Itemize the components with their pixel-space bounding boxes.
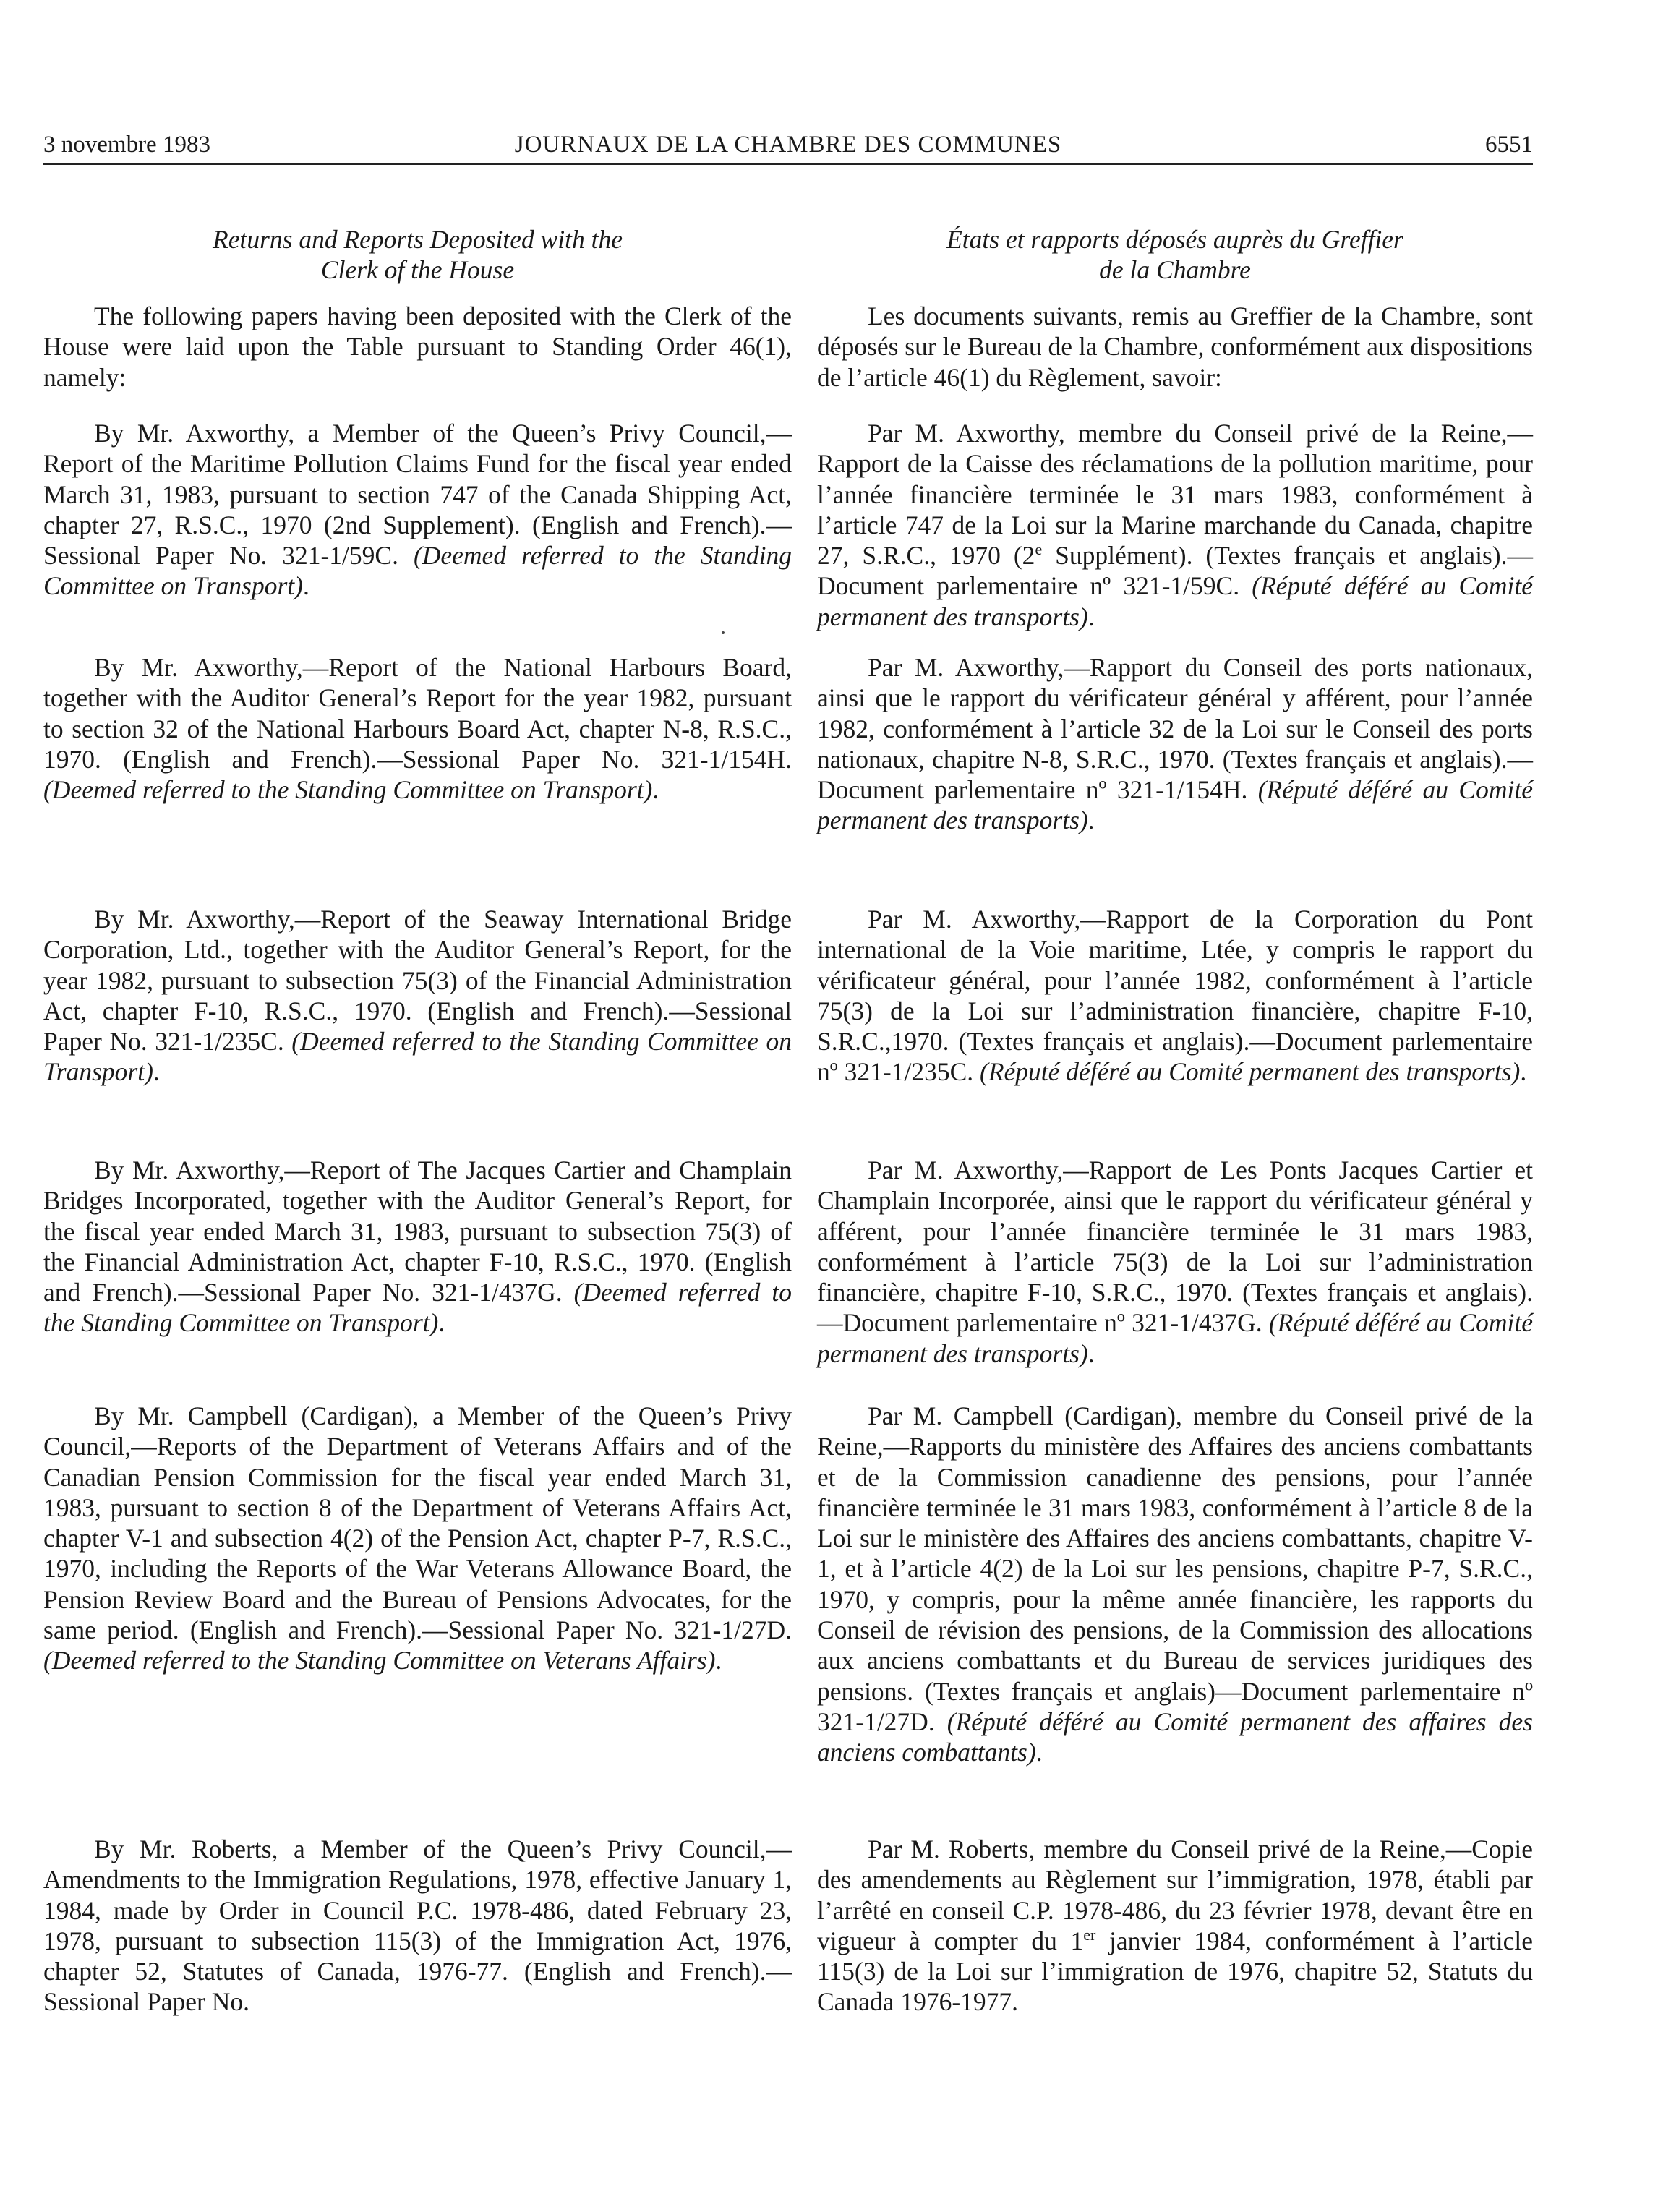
- item-referral: (Réputé déféré au Comité permanent des transports): [980, 1057, 1521, 1087]
- header-page-number: 6551: [1485, 132, 1533, 158]
- french-item: [817, 418, 1533, 632]
- english-item: [43, 1834, 792, 2017]
- item-referral: (Deemed referred to the Standing Committee on Transport): [43, 1278, 792, 1338]
- item-prefix: Par M. Roberts, membre du Conseil privé de la Reine,—Copie des amendements au Règlement sur l’immigration, 1978, établi par l’arrêté en conseil C.P. 1978-486, du 23 février 1978, devant être en vigueur à compter du 1: [817, 1835, 1533, 1955]
- item-tail: .: [153, 1057, 160, 1087]
- french-title-line-1: États et rapports déposés auprès du Greffier: [946, 225, 1403, 254]
- english-item: [43, 652, 792, 805]
- item-tail: .: [1035, 1738, 1043, 1767]
- item-tail: .: [652, 775, 659, 805]
- english-column: [43, 224, 792, 2017]
- english-title-line-2: Clerk of the House: [320, 255, 515, 284]
- item-superscript: e: [1035, 540, 1043, 559]
- item-referral: (Deemed referred to the Standing Committee on Transport): [43, 541, 792, 601]
- french-column: [817, 224, 1534, 2017]
- english-item-paragraph: [43, 904, 792, 1088]
- item-body: Par M. Axworthy,—Rapport de Les Ponts Jacques Cartier et Champlain Incorporée, ainsi que le rapport du vérificateur général y afférent, pour l’année financière terminée le 31 mars 1983, conformément à l’article 75(3) de la Loi sur l’administration financière, chapitre F-10, S.R.C., 1970. (Textes français et anglais).—Document parlementaire nº 321-1/437G.: [817, 1156, 1533, 1338]
- item-body: Supplément). (Textes français et anglais).—Document parlementaire nº 321-1/59C.: [817, 541, 1533, 601]
- item-body: By Mr. Campbell (Cardigan), a Member of the Queen’s Privy Council,—Reports of the Department of Veterans Affairs and of the Canadian Pension Commission for the fiscal year ended March 31, 1983, pursuant to section 8 of the Department of Veterans Affairs Act, chapter V-1 and subsection 4(2) of the Pension Act, chapter P-7, R.S.C., 1970, including the Reports of the War Veterans Allowance Board, the Pension Review Board and the Bureau of Pensions Advocates, for the same period. (English and French).—Sessional Paper No. 321-1/27D.: [43, 1401, 792, 1645]
- english-item-paragraph: [43, 652, 792, 805]
- french-item-paragraph: [817, 1401, 1533, 1768]
- english-item: [43, 904, 792, 1088]
- item-referral: (Réputé déféré au Comité permanent des transports): [817, 571, 1533, 631]
- item-referral: (Deemed referred to the Standing Committee on Transport): [43, 1027, 792, 1087]
- item-tail: .: [1087, 1338, 1095, 1368]
- item-tail: .: [1087, 806, 1095, 835]
- item-body: By Mr. Roberts, a Member of the Queen’s Privy Council,—Amendments to the Immigration Regulations, 1978, effective January 1, 1984, made by Order in Council P.C. 1978-486, dated February 23, 1978, pursuant to subsection 115(3) of the Immigration Act, 1976, chapter 52, Statutes of Canada, 1976-77. (English and French).—Sessional Paper No.: [43, 1835, 792, 2017]
- item-body: Par M. Campbell (Cardigan), membre du Conseil privé de la Reine,—Rapports du ministère des Affaires des anciens combattants et de la Commission canadienne des pensions, pour l’année financière terminée le 31 mars 1983, conformément à l’article 8 de la Loi sur le ministère des Affaires des anciens combattants, chapitre V-1, et à l’article 4(2) de la Loi sur les pensions, chapitre P-7, S.R.C., 1970, y compris, pour la même année financière, les rapports du Conseil de révision des pensions, de la Commission des allocations aux anciens combattants et du Bureau de services juridiques des pensions. (Textes français et anglais)—Document parlementaire nº 321-1/27D.: [817, 1401, 1533, 1736]
- item-referral: (Réputé déféré au Comité permanent des transports): [817, 1308, 1533, 1368]
- item-tail: .: [438, 1308, 445, 1338]
- header-journal-title: JOURNAUX DE LA CHAMBRE DES COMMUNES: [514, 132, 1062, 158]
- french-item: [817, 1834, 1533, 2017]
- english-title-line-1: Returns and Reports Deposited with the: [213, 225, 623, 254]
- item-referral: (Réputé déféré au Comité permanent des affaires des anciens combattants): [817, 1707, 1533, 1767]
- french-item-paragraph: [817, 904, 1533, 1088]
- french-section-title: [817, 224, 1533, 285]
- french-item-paragraph: [817, 1834, 1533, 2017]
- french-item: [817, 904, 1533, 1088]
- french-item-paragraph: [817, 1155, 1533, 1369]
- item-tail: .: [1520, 1057, 1527, 1087]
- french-item: [817, 1155, 1533, 1369]
- header-date: 3 novembre 1983: [43, 132, 210, 158]
- item-tail: .: [715, 1646, 722, 1675]
- item-referral: (Deemed referred to the Standing Committee on Transport): [43, 775, 653, 805]
- english-item: [43, 1155, 792, 1338]
- english-item-paragraph: [43, 1155, 792, 1338]
- item-referral: (Réputé déféré au Comité permanent des transports): [817, 775, 1533, 835]
- item-body: Par M. Axworthy,—Rapport de la Corporation du Pont international de la Voie maritime, Ltée, y compris le rapport du vérificateur général, pour l’année 1982, conformément à l’article 75(3) de la Loi sur l’administration financière, chapitre F-10, S.R.C.,1970. (Textes français et anglais).—Document parlementaire nº 321-1/235C.: [817, 905, 1533, 1087]
- french-item-paragraph: [817, 652, 1533, 836]
- english-item-paragraph: [43, 1401, 792, 1676]
- item-referral: (Deemed referred to the Standing Committee on Veterans Affairs): [43, 1646, 716, 1675]
- english-item: [43, 1401, 792, 1676]
- english-item: [43, 418, 792, 602]
- english-item-paragraph: [43, 1834, 792, 2017]
- item-prefix: Par M. Axworthy, membre du Conseil privé de la Reine,—Rapport de la Caisse des réclamations de la pollution maritime, pour l’année financière terminée le 31 mars 1983, conformément à l’article 747 de la Loi sur la Marine marchande du Canada, chapitre 27, S.R.C., 1970 (2: [817, 419, 1533, 571]
- french-title-line-2: de la Chambre: [1099, 255, 1251, 284]
- french-item-paragraph: [817, 418, 1533, 632]
- page-header: [43, 129, 1533, 165]
- item-body: By Mr. Axworthy, a Member of the Queen’s Privy Council,—Report of the Maritime Pollution Claims Fund for the fiscal year ended March 31, 1983, pursuant to section 747 of the Canada Shipping Act, chapter 27, R.S.C., 1970 (2nd Supplement). (English and French).—Sessional Paper No. 321-1/59C.: [43, 419, 792, 571]
- english-section-title: [43, 224, 792, 285]
- french-item: [817, 652, 1533, 836]
- french-item: [817, 1401, 1533, 1768]
- stray-mark: [722, 631, 725, 634]
- item-body: By Mr. Axworthy,—Report of The Jacques Cartier and Champlain Bridges Incorporated, together with the Auditor General’s Report, for the fiscal year ended March 31, 1983, pursuant to subsection 75(3) of the Financial Administration Act, chapter F-10, R.S.C., 1970. (English and French).—Sessional Paper No. 321-1/437G.: [43, 1156, 792, 1307]
- english-intro: The following papers having been deposited with the Clerk of the House were laid upon the Table pursuant to Standing Order 46(1), namely:: [43, 302, 792, 392]
- item-body: Par M. Axworthy,—Rapport du Conseil des ports nationaux, ainsi que le rapport du vérificateur général y afférent, pour l’année 1982, conformément à l’article 32 de la Loi sur le Conseil des ports nationaux, chapitre N-8, S.R.C., 1970. (Textes français et anglais).—Document parlementaire nº 321-1/154H.: [817, 653, 1533, 805]
- item-body: By Mr. Axworthy,—Report of the Seaway International Bridge Corporation, Ltd., together with the Auditor General’s Report, for the year 1982, pursuant to subsection 75(3) of the Financial Administration Act, chapter F-10, R.S.C., 1970. (English and French).—Sessional Paper No. 321-1/235C.: [43, 905, 792, 1056]
- french-intro: Les documents suivants, remis au Greffier de la Chambre, sont déposés sur le Bureau de la Chambre, conformément aux dispositions de l’article 46(1) du Règlement, savoir:: [817, 302, 1533, 392]
- item-body: janvier 1984, conformément à l’article 115(3) de la Loi sur l’immigration de 1976, chapitre 52, Statuts du Canada 1976-1977.: [817, 1926, 1534, 2017]
- english-item-paragraph: [43, 418, 792, 602]
- item-tail: .: [302, 571, 309, 601]
- item-superscript: er: [1083, 1926, 1096, 1944]
- item-tail: .: [1087, 602, 1095, 631]
- item-body: By Mr. Axworthy,—Report of the National Harbours Board, together with the Auditor General’s Report for the year 1982, pursuant to section 32 of the National Harbours Board Act, chapter N-8, R.S.C., 1970. (English and French).—Sessional Paper No. 321-1/154H.: [43, 653, 792, 774]
